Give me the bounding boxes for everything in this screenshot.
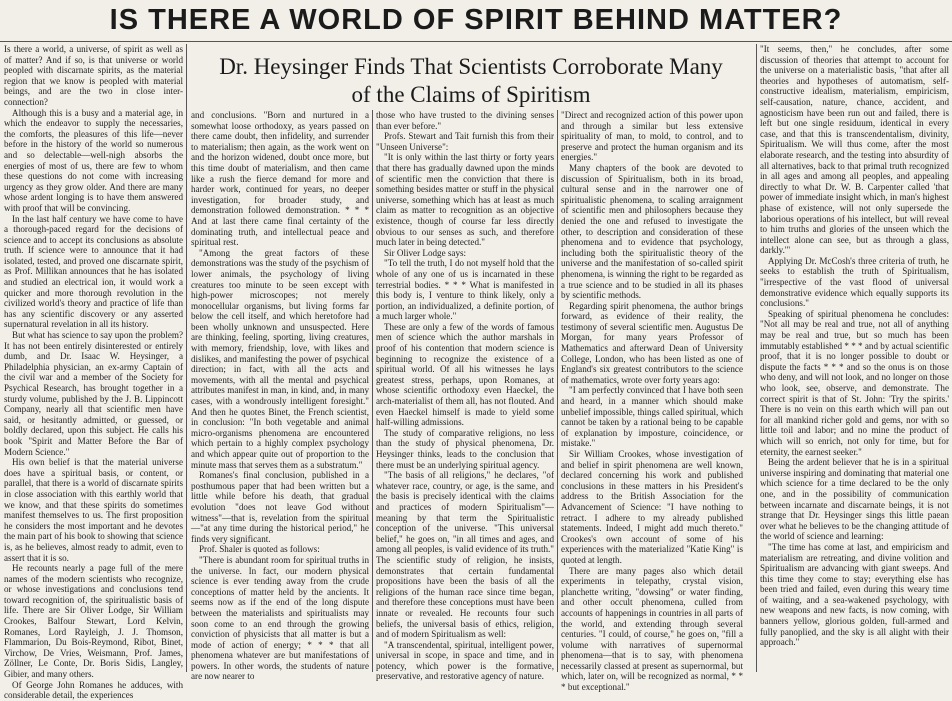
paragraph: "It seems, then," he concludes, after some discussion of theories that attempt to account for the universe on a materialistic basis, "that after all theories and hypotheses of automatism, self-constructive idealism, materialism, empiricism, self-causation, nature, chance, accident, and agnosticism have been run out and failed, there is left but one single residuum, identical in every case, and that this is transcendentalism, divinity, Spiritualism. We will thus come, after the most elaborate research, and the testing into absurdity of all alternatives, back to that primal truth recognized in all ages and among all peoples, and appealing directly to what Dr. W. B. Carpenter called 'that power of immediate insight which, in man's highest phase of existence, will not only supersede the laborious operations of his intellect, but will reveal to him truths and glories of the unseen which the intellect alone can see, but as through a glass, darkly.'" <box>760 44 949 256</box>
paragraph: He recounts nearly a page full of the mere names of the modern scientists who recognize, or whose investigations and conclusions tend toward recognition of, the spiritualistic basis of life. There are Sir Oliver Lodge, Sir William Crookes, Balfour Stewart, Lord Kelvin, Romanes, Lord Rayleigh, J. J. Thomson, Flammarion, Du Bois-Reymond, Ribot, Binet, Virchow, De Vries, Weismann, Prof. James, Zöllner, Le Conte, Dr. Boris Sidis, Langley, Gibier, and many others. <box>4 563 183 680</box>
paragraph: Profs. Stewart and Tait furnish this from their "Unseen Universe": <box>376 131 554 152</box>
headline-rule <box>0 41 952 42</box>
paragraph: Applying Dr. McCosh's three criteria of truth, he seeks to establish the truth of Spiritualism, "irrespective of the vast flood of universal demonstrative evidence which equally supports its conclusions." <box>760 255 949 309</box>
paragraph: But what has science to say upon the problem? It has not been entirely disinterested or entirely dumb, and Dr. Isaac W. Heysinger, a Philadelphia physician, an ex-army Captain of the civil war and a member of the Society for Psychical Research, has brought together in a sturdy volume, published by the J. B. Lippincott Company, nearly all that scientific men have said, or hesitantly admitted, or guessed, or boldly declared, upon this subject. He calls his book "Spirit and Matter Before the Bar of Modern Science." <box>4 330 183 457</box>
article-column-5 <box>760 44 949 672</box>
column-divider <box>372 110 373 672</box>
paragraph: and conclusions. "Born and nurtured in a somewhat loose orthodoxy, as years passed on there came doubt, then infidelity, and surrender to materialism; then again, as the work went on and the horizon widened, doubt once more, but this time doubt of materialism, and then came like a rush the fierce demand for more and harder work, continued for years, no deeper investigation, for broader study, and demonstration followed demonstration. * * * And at last there came final certainty of the dominating truth, and intellectual peace and spiritual rest. <box>191 110 369 248</box>
paragraph: "Direct and recognized action of this power upon and through a similar but less extensive spirituality of man, to mold, to control, and to preserve and protect the human organism and its energies." <box>561 110 743 163</box>
paragraph: "To tell the truth, I do not myself hold that the whole of any one of us is incarnated in these terrestrial bodies. * * * What is manifested in this body is, I venture to think likely, only a portion, an individualized, a definite portion, of a much larger whole." <box>376 258 554 322</box>
paragraph: Of George John Romanes he adduces, with considerable detail, the experiences <box>4 679 183 701</box>
paragraph: Being the ardent believer that he is in a spiritual universe inspiring and dominating that material one which science for a time declared to be the only one, and in the possibility of communication between incarnate and discarnate beings, it is not strange that Dr. Heysinger sings this little paean over what he believes to be the changing attitude of the world of science and learning: <box>760 457 949 542</box>
paragraph: The study of comparative religions, no less than the study of physical phenomena, Dr. Heysinger thinks, leads to the conclusion that there must be an underlying spiritual agency. <box>376 427 554 470</box>
paragraph: Prof. Shaler is quoted as follows: <box>199 544 320 555</box>
paragraph: Many chapters of the book are devoted to discussion of Spiritualism, both in its broad, cultural sense and in the narrower one of spiritualistic phenomena, to scaling arraignment of scientific men and philosophers because they denied the one and refused to investigate the other, to description and consideration of these phenomena and to evidence that psychology, including both the spiritualistic theory of the universe and the manifestation of so-called spirit phenomena, is winning the right to be regarded as a true science and to be studied in all its phases by scientific methods. <box>561 162 743 301</box>
paragraph: "I am perfectly convinced that I have both seen and heard, in a manner which should make unbelief impossible, things called spiritual, which cannot be taken by a rational being to be capable of explanation by imposture, coincidence, or mistake." <box>561 385 743 449</box>
paragraph: "The time has come at last, and empiricism and materialism are retreating, and divine volition and Spiritualism are advancing with giant sweeps. And this time they come to stay; everything else has been tried and failed, even during this weary time of waiting, and a sea-wakened psychology, with new weapons and new facts, is now coming, with banners yellow, glorious golden, full-armed and fully panoplied, and the sky is all alight with their approach." <box>760 541 949 648</box>
paragraph: Is there a world, a universe, of spirit as well as of matter? And if so, is that universe or world peopled with discarnate spirits, as the material region that we know is peopled with material beings, and are the two in close inter-connection? <box>4 44 183 107</box>
paragraph: Romanes's final conclusion, published in a posthumous paper that had been written but a little while before his death, that gradual evolution "does not leave God without witness"—that is, revelation from the spiritual—"at any time during the historical period," he finds very significant. <box>191 470 369 544</box>
column-divider <box>756 44 757 672</box>
subheadline-line-1: Dr. Heysinger Finds That Scientists Corroborate Many <box>219 54 723 79</box>
paragraph: those who have trusted to the divining senses than ever before." <box>376 110 554 131</box>
subheadline <box>186 53 756 109</box>
subheadline-line-2: of the Claims of Spiritism <box>351 82 591 107</box>
paragraph: His own belief is that the material universe does have a spiritual basis, or content, or parallel, that there is a world of discarnate spirits in close association with this earthly world that we know, and that these spirits do sometimes manifest themselves to us. The first proposition he considers the most important and he devotes the main part of his book to showing that science is, as he believes, almost ready to admit, even to assert that it is so. <box>4 457 183 563</box>
article-column-2 <box>191 110 369 682</box>
paragraph: "A transcendental, spiritual, intelligent power, universal in scope, in space and time, and in potency, which power is the formative, preservative, and restorative agency of nature. <box>376 639 554 682</box>
paragraph: Sir Oliver Lodge says: <box>384 247 467 258</box>
paragraph: Regarding spirit phenomena, the author brings forward, as evidence of their reality, the testimony of several scientific men. Augustus De Morgan, for many years Professor of Mathematics and afterward Dean of University College, London, who has been listed as one of England's six greatest contributors to the science of mathematics, wrote over forty years ago: <box>561 300 743 385</box>
paragraph: In the last half century we have come to have a thorough-paced regard for the decisions of science and to accept its conclusions as absolute truth. If science were to announce that it had isolated, tested, and proved one discarnate spirit, as Prof. Millikan announces that he has isolated and studied an electrical ion, it would work a quicker and more thorough revolution in the civilized world's theory and practice of life than has any scientific discovery or any asserted supernatural revelation in all its history. <box>4 213 183 330</box>
paragraph: "The basis of all religions," he declares, "of whatever race, country, or age, is the same, and the basis is precisely identical with the claims and practices of modern Spiritualism"—meaning by that term the Spiritualistic conception of the universe. "This universal belief," he goes on, "in all times and ages, and among all peoples, is valid evidence of its truth." The scientific study of religion, he insists, demonstrates that certain fundamental propositions have been the basis of all the religions of the human race since time began, and therefore these conceptions must have been innate or revealed. He recounts four such beliefs, the universal basis of ethics, religion, and of modern Spiritualism as well: <box>376 470 554 640</box>
headline: IS THERE A WORLD OF SPIRIT BEHIND MATTER? <box>109 4 843 36</box>
paragraph: "Among the great factors of these demonstrations was the study of the psychism of lower animals, the psychology of living creatures too minute to be seen except with high-power microscopes; not merely monocellular organisms, but living forms far below the cell itself, and which heretofore had been wholly unknown and unsuspected. Here are thinking, feeling, sporting, living creatures, with memory, friendship, love, with likes and dislikes, and manifesting the power of psychical direction; in fact, with all the acts and movements, with all the mental and psychical attributes manifest in man, in kind, and, in many cases, with a wondrously intelligent foresight." And then he quotes Binet, the French scientist, in conclusion: "In both vegetable and animal micro-organisms phenomena are encountered which pertain to a highly complex psychology and which appear quite out of proportion to the minute mass that serves them as a substratum." <box>191 247 369 470</box>
paragraph: Speaking of spiritual phenomena he concludes: "Not all may be real and true, not all of anything may be real and true, but so much has been immutably established * * * and by actual scientific proof, that it is no longer possible to doubt or dispute the facts * * * and so the onus is on those who deny, and will not look, and no longer on those who look, see, observe, and demonstrate. The correct spirit is that of St. John: 'Try the spirits.' There is no vein on this earth which will pan out for all mankind richer gold and gems, nor with so little toil and labor; and no mine the product of which will so enrich, not only for time, but for eternity, the earnest seeker." <box>760 308 949 457</box>
column-divider <box>557 110 558 672</box>
article-column-1 <box>4 44 183 701</box>
paragraph: These are only a few of the words of famous men of science which the author marshals in proof of his contention that modern science is beginning to recognize the existence of a spiritual world. Of all his witnesses he lays greatest stress, perhaps, upon Romanes, at whose scientific orthodoxy even Haeckel, the arch-materialist of them all, has not flouted. And even Haeckel himself is made to yield some half-willing admissions. <box>376 321 554 428</box>
column-divider <box>186 44 187 672</box>
article-column-3 <box>376 110 554 682</box>
paragraph: "It is only within the last thirty or forty years that there has gradually dawned upon the minds of scientific men the conviction that there is something besides matter or stuff in the physical universe, something which has at least as much claim as matter to recognition as an objective existence, though of course far less directly obvious to our senses as such, and therefore much later in being detected." <box>376 152 554 248</box>
paragraph: Sir William Crookes, whose investigation of and belief in spirit phenomena are well known, declared concerning his work and published conclusions in these matters in his President's address to the British Association for the Advancement of Science: "I have nothing to retract. I adhere to my already published statements. Indeed, I might add much thereto." Crookes's own account of some of his experiences with the materialized "Katie King" is quoted at length. <box>561 449 743 565</box>
article-column-4 <box>561 110 743 693</box>
paragraph: There are many pages also which detail experiments in telepathy, crystal vision, planchette writing, "dowsing" or water finding, and other occult phenomena, culled from accounts of happenings in countries in all parts of the world, and extending through several centuries. "I could, of course," he goes on, "fill a volume with narratives of supernormal phenomena—that is to say, with phenomena necessarily classed at present as supernormal, but which, later on, will be recognized as normal, * * * but exceptional." <box>561 565 743 693</box>
paragraph: "There is abundant room for spiritual truths in the universe. In fact, our modern physical science is ever tending away from the crude conceptions of matter held by the ancients. It seems now as if the end of the long dispute between the materialists and spiritualists may soon come to an end through the growing conviction of physicists that all matter is but a mode of action of energy; * * * that all phenomena whatever are but manifestations of powers. In other words, the students of nature are now nearer to <box>191 554 369 682</box>
paragraph: Although this is a busy and a material age, in which the endeavor to supply the necessaries, the comforts, the pleasures of this life—never before in the history of the world so numerous and so delectable—well-nigh absorbs the energies of most of us, there are few to whom these questions do not come with increasing urgency as they grow older. And there are many whose ardent longing is to have them answered with proof that will be convincing. <box>4 107 183 213</box>
